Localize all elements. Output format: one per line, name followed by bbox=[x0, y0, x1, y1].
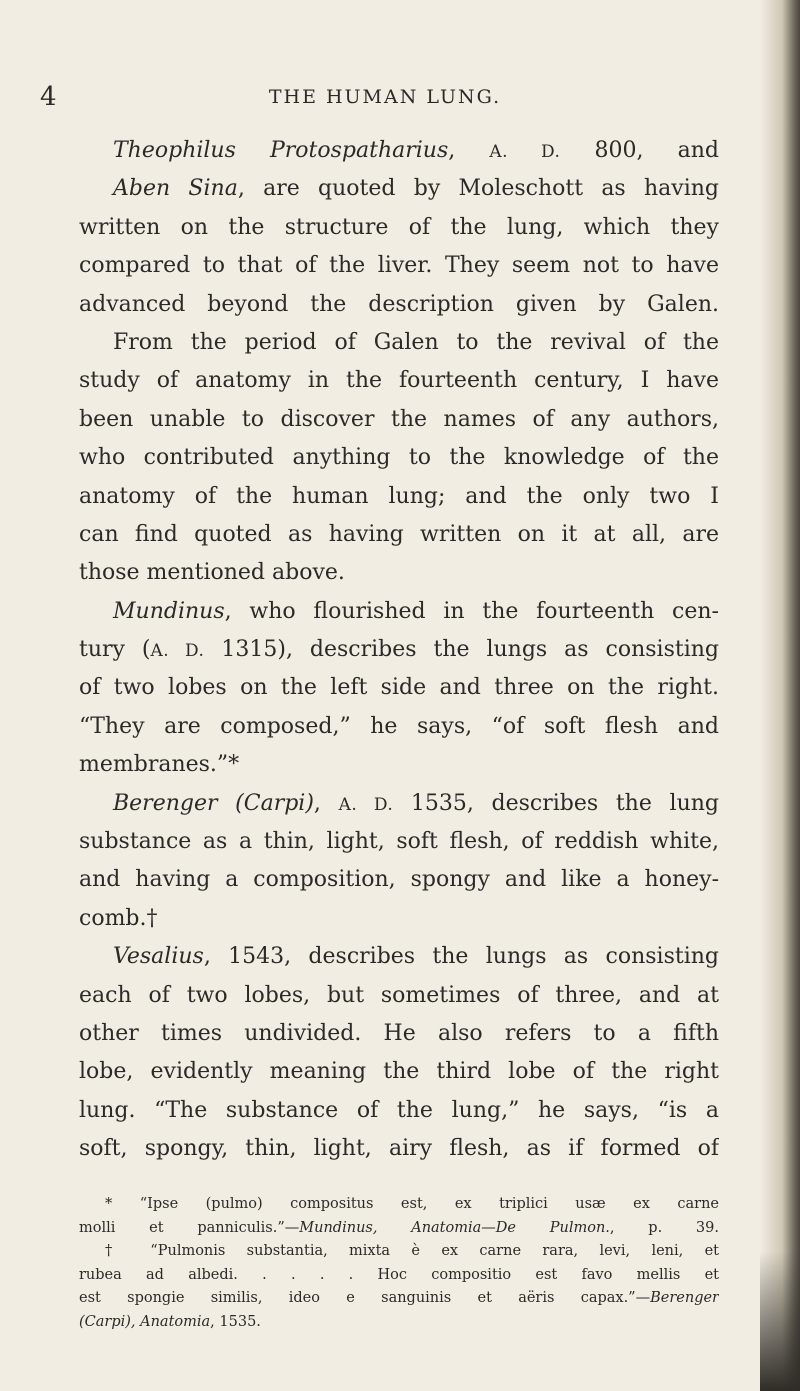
body-line: substance as a thin, light, soft flesh, of reddish white, bbox=[79, 829, 719, 855]
italic-name: Berenger bbox=[650, 1290, 719, 1307]
body-line: study of anatomy in the fourteenth century, I have bbox=[79, 368, 719, 394]
body-line: been unable to discover the names of any authors, bbox=[79, 406, 719, 432]
body-line: Aben Sina, are quoted by Moleschott as having bbox=[113, 176, 719, 202]
body-line: Berenger (Carpi), A. D. 1535, describes the lung bbox=[113, 790, 719, 816]
footnote-line: molli et panniculis.”—Mundinus, Anatomia—De Pulmon., p. 39. bbox=[79, 1219, 719, 1236]
body-line: can find quoted as having written on it at all, are bbox=[79, 521, 719, 547]
body-line: compared to that of the liver. They seem not to have bbox=[79, 253, 719, 279]
body-line: who contributed anything to the knowledge of the bbox=[79, 445, 719, 471]
body-line: lung. “The substance of the lung,” he says, “is a bbox=[79, 1097, 719, 1123]
small-caps-date: A. D. bbox=[150, 641, 205, 662]
italic-name: Theophilus Protospatharius bbox=[113, 138, 449, 163]
body-line: From the period of Galen to the revival of the bbox=[113, 329, 719, 355]
footnote-line: * “Ipse (pulmo) compositus est, ex triplici usæ ex carne bbox=[105, 1196, 719, 1212]
body-line: each of two lobes, but sometimes of three, and at bbox=[79, 982, 719, 1008]
body-line: lobe, evidently meaning the third lobe of the right bbox=[79, 1059, 719, 1085]
footnote-line: (Carpi), Anatomia, 1535. bbox=[79, 1313, 261, 1330]
italic-name: Vesalius bbox=[113, 944, 204, 970]
body-line: “They are composed,” he says, “of soft flesh and bbox=[79, 713, 719, 739]
running-title: THE HUMAN LUNG. bbox=[268, 86, 502, 108]
body-line: tury (A. D. 1315), describes the lungs as consisting bbox=[79, 637, 719, 663]
page-corner-shadow bbox=[760, 1251, 800, 1391]
italic-name: Mundinus, Anatomia bbox=[299, 1219, 482, 1236]
body-line: other times undivided. He also refers to a fifth bbox=[79, 1020, 719, 1046]
body-line: of two lobes on the left side and three on the right. bbox=[79, 675, 719, 701]
running-header bbox=[40, 82, 730, 114]
body-line: advanced beyond the description given by Galen. bbox=[79, 291, 719, 317]
footnote-line: † “Pulmonis substantia, mixta è ex carne rara, levi, leni, et bbox=[105, 1243, 719, 1260]
body-text bbox=[79, 132, 719, 1169]
body-line: comb.† bbox=[79, 905, 158, 931]
body-line: Mundinus, who flourished in the fourteenth cen- bbox=[113, 598, 719, 624]
italic-name: Aben Sina bbox=[113, 176, 238, 202]
body-line: membranes.”* bbox=[79, 752, 240, 778]
footnotes bbox=[79, 1193, 719, 1335]
page-number: 4 bbox=[40, 82, 57, 112]
body-line: written on the structure of the lung, which they bbox=[79, 214, 719, 240]
body-line: anatomy of the human lung; and the only two I bbox=[79, 483, 719, 509]
italic-name: (Carpi), Anatomia bbox=[79, 1313, 211, 1330]
italic-name: Mundinus bbox=[113, 598, 225, 624]
body-line: those mentioned above. bbox=[79, 560, 345, 586]
italic-name: De Pulmon. bbox=[495, 1219, 610, 1236]
body-line: Vesalius, 1543, describes the lungs as consisting bbox=[113, 944, 719, 970]
footnote-line: rubea ad albedi. . . . . Hoc compositio est favo mellis et bbox=[79, 1266, 719, 1283]
body-line: and having a composition, spongy and like a honey- bbox=[79, 867, 719, 893]
page-edge-shadow bbox=[760, 0, 800, 1391]
small-caps-date: A. D. bbox=[489, 142, 561, 162]
body-line: Theophilus Protospatharius, A. D. 800, and bbox=[113, 138, 719, 163]
small-caps-date: A. D. bbox=[338, 794, 394, 815]
italic-name: Berenger (Carpi) bbox=[113, 790, 314, 816]
body-line: soft, spongy, thin, light, airy flesh, as if formed of bbox=[79, 1136, 719, 1162]
footnote-line: est spongie similis, ideo e sanguinis et aëris capax.”—Berenger bbox=[79, 1290, 719, 1307]
